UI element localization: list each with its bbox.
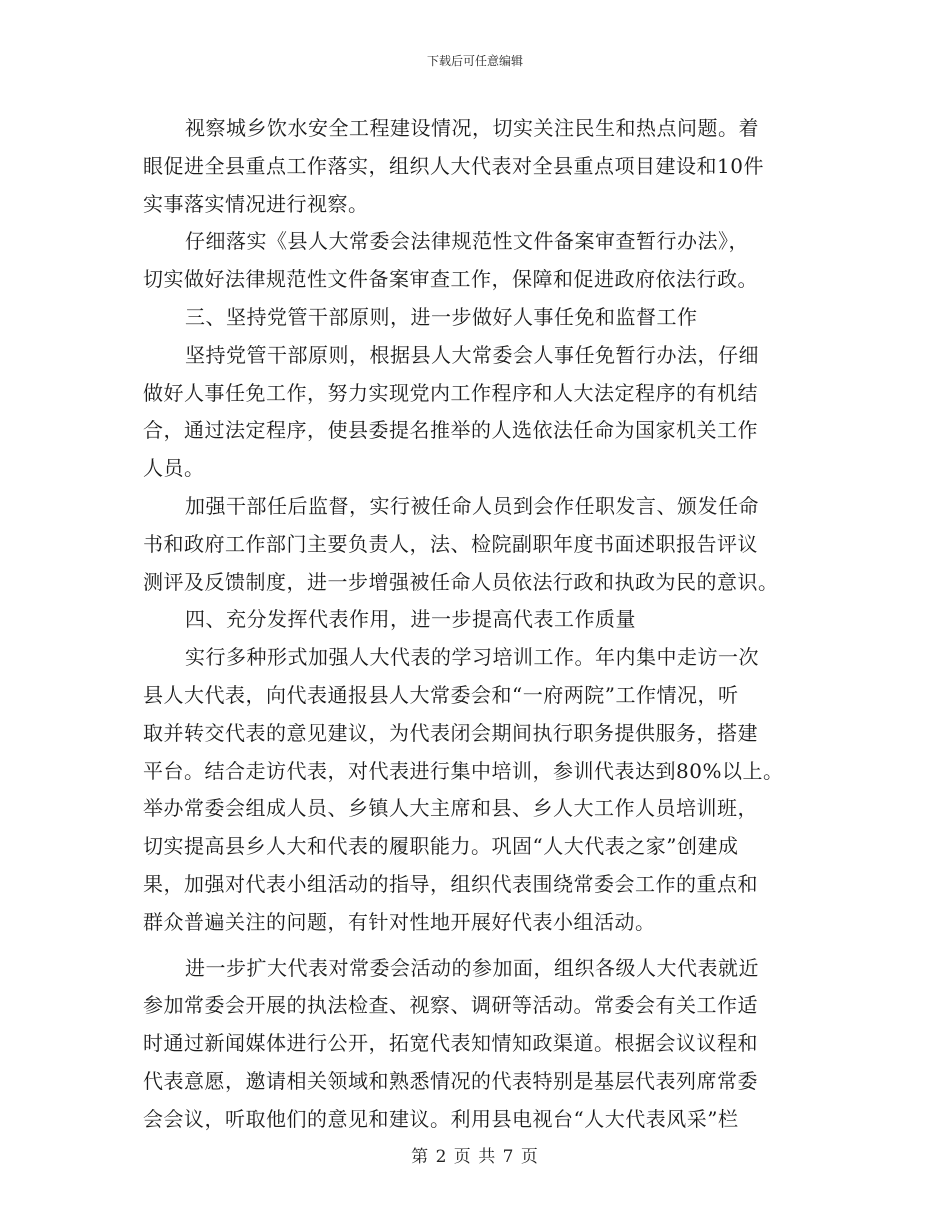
text-line: 合，通过法定程序，使县委提名推举的人选依法任命为国家机关工作 xyxy=(143,418,758,443)
text-line: 加强干部任后监督，实行被任命人员到会作任职发言、颁发任命 xyxy=(185,493,759,518)
text-line: 参加常委会开展的执法检查、视察、调研等活动。常委会有关工作适 xyxy=(143,993,758,1018)
text-line: 实事落实情况进行视察。 xyxy=(143,191,369,216)
text-line: 会会议，听取他们的意见和建议。利用县电视台“人大代表风采”栏 xyxy=(143,1106,739,1131)
text-line: 做好人事任免工作，努力实现党内工作程序和人大法定程序的有机结 xyxy=(143,380,758,405)
section-heading: 三、坚持党管干部原则，进一步做好人事任免和监督工作 xyxy=(185,304,698,329)
text-line: 进一步扩大代表对常委会活动的参加面，组织各级人大代表就近 xyxy=(185,955,759,980)
text-line: 书和政府工作部门主要负责人，法、检院副职年度书面述职报告评议 xyxy=(143,531,758,556)
text-line: 群众普遍关注的问题，有针对性地开展好代表小组活动。 xyxy=(143,909,656,934)
document-body xyxy=(143,110,808,1139)
text-line: 人员。 xyxy=(143,456,205,481)
text-line: 果，加强对代表小组活动的指导，组织代表围绕常委会工作的重点和 xyxy=(143,871,758,896)
text-line: 取并转交代表的意见建议，为代表闭会期间执行职务提供服务，搭建 xyxy=(143,720,758,745)
page-header: 下载后可任意编辑 xyxy=(426,54,523,68)
text-line: 代表意愿，邀请相关领域和熟悉情况的代表特别是基层代表列席常委 xyxy=(143,1068,758,1093)
text-line: 县人大代表，向代表通报县人大常委会和“一府两院”工作情况，听 xyxy=(143,682,739,707)
text-line: 平台。结合走访代表，对代表进行集中培训，参训代表达到80%以上。 xyxy=(143,758,784,783)
section-heading: 四、充分发挥代表作用，进一步提高代表工作质量 xyxy=(185,607,636,632)
text-line: 仔细落实《县人大常委会法律规范性文件备案审查暂行办法》， xyxy=(185,229,749,254)
text-line: 时通过新闻媒体进行公开，拓宽代表知情知政渠道。根据会议议程和 xyxy=(143,1031,758,1056)
text-line: 举办常委会组成人员、乡镇人大主席和县、乡人大工作人员培训班， xyxy=(143,796,758,821)
text-line: 切实提高县乡人大和代表的履职能力。巩固“人大代表之家”创建成 xyxy=(143,834,739,859)
page-number: 第 2 页 共 7 页 xyxy=(411,1147,539,1167)
text-line: 坚持党管干部原则，根据县人大常委会人事任免暂行办法，仔细 xyxy=(185,342,759,367)
text-line: 视察城乡饮水安全工程建设情况，切实关注民生和热点问题。着 xyxy=(185,116,759,140)
text-line: 切实做好法律规范性文件备案审查工作，保障和促进政府依法行政。 xyxy=(143,267,758,292)
text-line: 测评及反馈制度，进一步增强被任命人员依法行政和执政为民的意识。 xyxy=(143,569,779,594)
text-line: 实行多种形式加强人大代表的学习培训工作。年内集中走访一次 xyxy=(185,645,759,670)
text-line: 眼促进全县重点工作落实，组织人大代表对全县重点项目建设和10件 xyxy=(143,153,764,178)
